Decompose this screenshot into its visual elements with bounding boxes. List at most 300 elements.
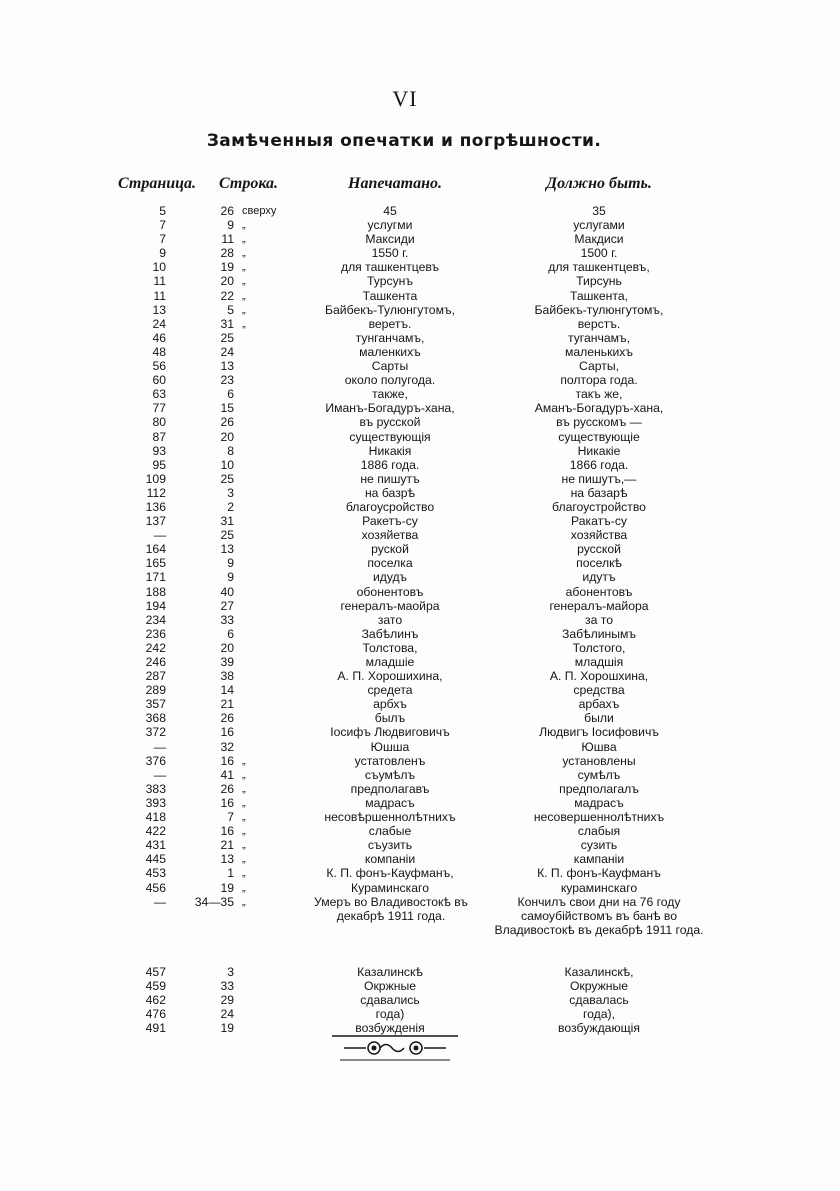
errata-printed: возбужденія <box>355 1020 425 1035</box>
errata-printed: Ракетъ-су <box>362 514 418 529</box>
errata-page: 376 <box>145 753 166 768</box>
errata-correct: Забѣлинымъ <box>562 626 636 641</box>
errata-row <box>0 373 840 387</box>
errata-correct: кураминскаго <box>560 880 638 895</box>
errata-correct: Ракатъ-су <box>570 514 628 529</box>
errata-row <box>0 345 840 359</box>
errata-printed: 45 <box>383 204 397 218</box>
errata-row <box>0 444 840 458</box>
errata-line: 24 <box>220 344 234 359</box>
errata-row <box>0 725 840 739</box>
errata-row <box>0 458 840 472</box>
errata-page: 10 <box>152 260 166 275</box>
errata-correct: были <box>584 711 614 726</box>
errata-line: 13 <box>220 542 234 557</box>
errata-row <box>0 641 840 655</box>
errata-correct: услугами <box>573 218 625 233</box>
errata-note: „ <box>242 839 246 852</box>
errata-row <box>0 852 840 866</box>
errata-row <box>0 824 840 838</box>
errata-row <box>0 472 840 486</box>
errata-line: 24 <box>220 1006 234 1021</box>
errata-row <box>0 895 840 951</box>
errata-correct: предполагалъ <box>559 781 639 796</box>
errata-correct: Казалинскѣ, <box>564 964 634 979</box>
errata-line: 9 <box>227 218 234 233</box>
errata-page: — <box>153 894 166 909</box>
errata-page: 372 <box>145 725 166 740</box>
errata-correct: поселкѣ <box>576 556 622 571</box>
errata-printed: существующія <box>349 429 431 444</box>
errata-row <box>0 711 840 725</box>
errata-correct: несовершеннолѣтнихъ <box>533 810 665 825</box>
errata-printed: услугми <box>367 218 413 233</box>
errata-note: „ <box>242 233 246 246</box>
errata-row <box>0 387 840 401</box>
errata-line: 3 <box>227 964 234 979</box>
errata-page: 242 <box>145 640 166 655</box>
errata-page: 5 <box>159 204 166 218</box>
errata-printed: благоусройство <box>345 499 435 514</box>
errata-row <box>0 486 840 500</box>
errata-printed: Казалинскѣ <box>357 964 423 979</box>
errata-page: 457 <box>145 964 166 979</box>
errata-page: 11 <box>153 274 166 289</box>
errata-line: 15 <box>220 401 234 416</box>
errata-printed: зато <box>377 612 403 627</box>
errata-line: 9 <box>227 556 234 571</box>
errata-line: 22 <box>220 288 234 303</box>
errata-page: 93 <box>152 443 166 458</box>
errata-correct: Макдиси <box>574 232 624 247</box>
errata-correct: установлены <box>562 753 636 768</box>
errata-printed: Сарты <box>371 359 409 374</box>
errata-line: 21 <box>220 838 234 853</box>
errata-correct: сузить <box>580 838 618 853</box>
errata-row <box>0 542 840 556</box>
errata-correct: Ташкента, <box>569 288 629 303</box>
errata-printed: Байбекъ-Тулюнгутомъ, <box>325 302 455 317</box>
errata-row <box>0 1007 840 1021</box>
errata-page: 246 <box>145 655 166 669</box>
errata-line: 3 <box>227 485 234 500</box>
errata-correct: Аманъ-Богадуръ-хана, <box>534 401 664 416</box>
errata-note: „ <box>242 303 246 316</box>
errata-printed: слабые <box>368 824 412 839</box>
errata-printed: года) <box>375 1006 405 1021</box>
errata-row <box>0 556 840 570</box>
errata-line: 7 <box>227 810 234 825</box>
errata-line: 14 <box>220 683 234 698</box>
errata-note: „ <box>242 811 246 824</box>
errata-correct: возбуждающія <box>558 1020 640 1035</box>
errata-correct: верстъ. <box>577 316 621 331</box>
errata-page: 459 <box>145 978 166 993</box>
errata-printed: идудъ <box>372 570 408 585</box>
errata-row <box>0 232 840 246</box>
errata-correct: Тирсунь <box>576 274 622 289</box>
header-correct: Должно быть. <box>546 175 652 192</box>
errata-printed: Турсунъ <box>366 274 414 289</box>
errata-row <box>0 881 840 895</box>
errata-row <box>0 585 840 599</box>
errata-correct: маленькихъ <box>565 344 633 359</box>
errata-printed: маленкихъ <box>359 344 421 359</box>
errata-correct: идутъ <box>582 570 616 585</box>
errata-printed: обонентовъ <box>356 584 424 599</box>
errata-correct: Никакіе <box>577 443 621 458</box>
errata-correct: 35 <box>592 204 606 218</box>
errata-row <box>0 697 840 711</box>
errata-printed: Окржные <box>363 978 416 993</box>
errata-note: „ <box>242 219 246 232</box>
errata-line: 13 <box>220 359 234 374</box>
errata-line: 1 <box>227 866 234 881</box>
errata-row <box>0 303 840 317</box>
errata-note: „ <box>242 317 246 330</box>
errata-note: „ <box>242 261 246 274</box>
errata-correct: хозяйства <box>570 528 628 543</box>
errata-printed: предполагавъ <box>350 781 430 796</box>
errata-correct: туганчамъ, <box>567 330 630 345</box>
errata-page: — <box>153 528 166 543</box>
page-number: VI <box>392 86 418 111</box>
errata-correct: А. П. Хорошхина, <box>549 669 649 684</box>
errata-row <box>0 514 840 528</box>
errata-correct: благоустройство <box>552 499 646 514</box>
errata-printed: около полугода. <box>344 373 436 388</box>
errata-page: 136 <box>145 499 166 514</box>
errata-correct: слабыя <box>577 824 621 839</box>
errata-page: 7 <box>159 232 166 247</box>
errata-row <box>0 500 840 514</box>
errata-note: „ <box>242 796 246 809</box>
errata-line: 6 <box>227 387 234 402</box>
errata-line: 26 <box>220 781 234 796</box>
errata-printed: не пишутъ <box>360 471 420 486</box>
errata-page: 137 <box>145 514 166 529</box>
errata-line: 9 <box>227 570 234 585</box>
errata-row <box>0 754 840 768</box>
row-gap <box>0 951 840 965</box>
errata-row <box>0 627 840 641</box>
errata-page: 383 <box>145 781 166 796</box>
errata-correct: кампаніи <box>573 852 625 867</box>
errata-line: 38 <box>220 669 234 684</box>
errata-note: „ <box>242 782 246 795</box>
errata-note: сверху <box>242 205 277 217</box>
errata-row <box>0 331 840 345</box>
errata-page: 368 <box>145 711 166 726</box>
errata-line: 26 <box>220 711 234 726</box>
errata-page: 491 <box>145 1020 166 1035</box>
errata-correct: Кончилъ свои дни на 76 году самоубійствомъ въ банѣ во Владивостокѣ въ декабрѣ 1911 года. <box>494 894 704 937</box>
errata-note: „ <box>242 853 246 866</box>
errata-correct: средства <box>573 683 625 698</box>
errata-line: 39 <box>220 655 234 669</box>
errata-row <box>0 655 840 669</box>
errata-row <box>0 613 840 627</box>
errata-printed: генералъ-маойра <box>340 598 440 613</box>
errata-printed: арбхъ <box>373 697 407 712</box>
errata-row <box>0 782 840 796</box>
errata-line: 41 <box>220 767 234 782</box>
errata-printed: средета <box>367 683 413 698</box>
errata-correct: мадрасъ <box>574 795 624 810</box>
errata-row <box>0 796 840 810</box>
errata-line: 6 <box>227 626 234 641</box>
errata-line: 11 <box>221 232 234 247</box>
errata-line: 32 <box>220 739 234 754</box>
errata-note: „ <box>242 881 246 894</box>
errata-line: 26 <box>220 415 234 430</box>
errata-printed: съумѣлъ <box>364 767 416 782</box>
errata-page: 422 <box>145 824 166 839</box>
errata-page: 431 <box>145 838 166 853</box>
errata-line: 10 <box>220 457 234 472</box>
errata-page: 462 <box>145 992 166 1007</box>
errata-page: — <box>153 767 166 782</box>
errata-printed: 1886 года. <box>360 457 420 472</box>
errata-printed: для ташкентцевъ <box>340 260 440 275</box>
errata-printed: поселка <box>367 556 413 571</box>
errata-printed: сдавались <box>360 992 420 1007</box>
errata-correct: Сарты, <box>579 359 619 374</box>
errata-line: 16 <box>220 753 234 768</box>
errata-row <box>0 274 840 288</box>
errata-line: 19 <box>220 260 234 275</box>
errata-page: 164 <box>145 542 166 557</box>
errata-printed: Іосифъ Людвиговичъ <box>330 725 450 740</box>
errata-printed: на базрѣ <box>364 485 416 500</box>
errata-page: 60 <box>152 373 166 388</box>
errata-correct: не пишутъ,— <box>561 471 637 486</box>
errata-row <box>0 218 840 232</box>
errata-page: 393 <box>145 795 166 810</box>
errata-printed: Толстова, <box>362 640 418 655</box>
errata-page: 11 <box>153 288 166 303</box>
errata-table <box>0 204 840 1035</box>
errata-line: 19 <box>220 1020 234 1035</box>
errata-line: 27 <box>220 598 234 613</box>
errata-printed: компаніи <box>364 852 416 867</box>
errata-page: 109 <box>145 471 166 486</box>
errata-correct: Юшва <box>581 739 617 754</box>
errata-printed: также, <box>372 387 408 402</box>
errata-page: 56 <box>152 359 166 374</box>
errata-page: — <box>153 739 166 754</box>
errata-line: 34—35 <box>194 894 234 909</box>
errata-printed: Забѣлинъ <box>361 626 419 641</box>
errata-page: 445 <box>145 852 166 867</box>
errata-page: 165 <box>145 556 166 571</box>
errata-page: 287 <box>145 669 166 684</box>
errata-page: 453 <box>145 866 166 881</box>
errata-line: 31 <box>220 514 234 529</box>
errata-page: 456 <box>145 880 166 895</box>
errata-printed: Умеръ во Владивостокѣ въ декабрѣ 1911 года. <box>314 894 468 923</box>
errata-line: 25 <box>220 471 234 486</box>
errata-page: 13 <box>152 302 166 317</box>
errata-correct: 1866 года. <box>569 457 629 472</box>
errata-line: 2 <box>227 499 234 514</box>
errata-correct: генералъ-майора <box>549 598 649 613</box>
errata-row <box>0 993 840 1007</box>
errata-correct: русской <box>577 542 621 557</box>
errata-row <box>0 415 840 429</box>
errata-correct: арбахъ <box>578 697 620 712</box>
errata-note: „ <box>242 768 246 781</box>
errata-row <box>0 289 840 303</box>
errata-page: 194 <box>145 598 166 613</box>
header-page: Страница. <box>118 175 197 192</box>
errata-row <box>0 204 840 218</box>
errata-correct: такъ же, <box>575 387 623 402</box>
errata-page: 80 <box>152 415 166 430</box>
errata-page: 289 <box>145 683 166 698</box>
errata-printed: мадрасъ <box>365 795 415 810</box>
errata-page: 357 <box>145 697 166 712</box>
errata-correct: абонентовъ <box>565 584 633 599</box>
errata-note: „ <box>242 867 246 880</box>
errata-line: 16 <box>220 725 234 740</box>
errata-row <box>0 528 840 542</box>
errata-line: 28 <box>220 246 234 261</box>
errata-row <box>0 683 840 697</box>
errata-note: „ <box>242 247 246 260</box>
errata-row <box>0 570 840 584</box>
errata-printed: устатовленъ <box>354 753 426 768</box>
errata-line: 40 <box>220 584 234 599</box>
errata-printed: Никакія <box>368 443 412 458</box>
errata-printed: несовѣршеннолѣтнихъ <box>324 810 456 825</box>
errata-printed: въ русской <box>359 415 421 430</box>
errata-line: 13 <box>220 852 234 867</box>
errata-correct: сдавалась <box>569 992 629 1007</box>
errata-row <box>0 979 840 993</box>
errata-page: 48 <box>152 344 166 359</box>
errata-printed: Юшша <box>370 739 410 754</box>
errata-line: 26 <box>220 204 234 218</box>
errata-line: 20 <box>220 274 234 289</box>
errata-correct: полтора года. <box>560 373 638 388</box>
errata-line: 33 <box>220 612 234 627</box>
errata-page: 188 <box>145 584 166 599</box>
errata-page: 112 <box>146 485 166 500</box>
errata-correct: Окружные <box>569 978 629 993</box>
errata-correct: Толстого, <box>572 640 626 655</box>
errata-row <box>0 260 840 274</box>
errata-correct: К. П. фонъ-Кауфманъ <box>537 866 661 881</box>
errata-page: 77 <box>152 401 166 416</box>
errata-page: 476 <box>145 1006 166 1021</box>
errata-page: 46 <box>152 330 166 345</box>
errata-correct: на базарѣ <box>570 485 628 500</box>
errata-row <box>0 599 840 613</box>
errata-line: 21 <box>220 697 234 712</box>
page-title: Замѣченныя опечатки и погрѣшности. <box>206 131 602 151</box>
errata-printed: съузить <box>367 838 413 853</box>
errata-line: 8 <box>227 443 234 458</box>
errata-page: 24 <box>152 316 166 331</box>
errata-note: „ <box>242 825 246 838</box>
errata-row <box>0 768 840 782</box>
errata-page: 87 <box>152 429 166 444</box>
errata-note: „ <box>242 895 246 908</box>
errata-line: 19 <box>220 880 234 895</box>
errata-printed: былъ <box>374 711 406 726</box>
errata-correct: для ташкентцевъ, <box>548 260 650 275</box>
errata-printed: хозяйетва <box>361 528 419 543</box>
errata-correct: Байбекъ-тулюнгутомъ, <box>534 302 664 317</box>
errata-printed: младшіе <box>365 655 415 669</box>
errata-row <box>0 965 840 979</box>
header-line: Строка. <box>219 175 279 192</box>
errata-row <box>0 810 840 824</box>
errata-correct: въ русскомъ — <box>556 415 642 430</box>
errata-correct: Людвигъ Іосифовичъ <box>539 725 659 740</box>
errata-note: „ <box>242 289 246 302</box>
errata-line: 5 <box>227 302 234 317</box>
errata-line: 23 <box>220 373 234 388</box>
errata-row <box>0 401 840 415</box>
errata-row <box>0 838 840 852</box>
ornament-divider <box>330 1033 460 1063</box>
errata-row <box>0 430 840 444</box>
errata-correct: существующіе <box>558 429 640 444</box>
errata-printed: тунганчамъ, <box>355 330 425 345</box>
errata-row <box>0 740 840 754</box>
errata-line: 29 <box>220 992 234 1007</box>
errata-line: 16 <box>220 824 234 839</box>
errata-printed: веретъ. <box>368 316 412 331</box>
errata-line: 20 <box>220 429 234 444</box>
errata-line: 25 <box>220 330 234 345</box>
errata-page: 171 <box>145 570 166 585</box>
errata-page: 7 <box>159 218 166 233</box>
errata-row <box>0 866 840 880</box>
errata-page: 63 <box>152 387 166 402</box>
errata-printed: Кураминскаго <box>351 880 429 895</box>
errata-note: „ <box>242 275 246 288</box>
errata-line: 25 <box>220 528 234 543</box>
errata-printed: руской <box>371 542 409 557</box>
errata-page: 9 <box>159 246 166 261</box>
errata-line: 31 <box>220 316 234 331</box>
errata-row <box>0 246 840 260</box>
errata-correct: сумѣлъ <box>577 767 621 782</box>
errata-line: 16 <box>220 795 234 810</box>
errata-note: „ <box>242 754 246 767</box>
errata-correct: года), <box>582 1006 616 1021</box>
errata-line: 20 <box>220 640 234 655</box>
errata-line: 33 <box>220 978 234 993</box>
errata-printed: Ташкента <box>362 288 418 303</box>
errata-correct: младшія <box>574 655 624 669</box>
header-printed: Напечатано. <box>348 175 442 192</box>
errata-printed: Максиди <box>365 232 415 247</box>
errata-printed: 1550 г. <box>371 246 409 261</box>
errata-row <box>0 317 840 331</box>
errata-page: 236 <box>145 626 166 641</box>
errata-correct: 1500 г. <box>580 246 618 261</box>
errata-page: 234 <box>145 612 166 627</box>
errata-row <box>0 669 840 683</box>
errata-page: 95 <box>152 457 166 472</box>
errata-correct: за то <box>585 612 613 627</box>
errata-printed: К. П. фонъ-Кауфманъ, <box>326 866 454 881</box>
errata-page: 418 <box>145 810 166 825</box>
